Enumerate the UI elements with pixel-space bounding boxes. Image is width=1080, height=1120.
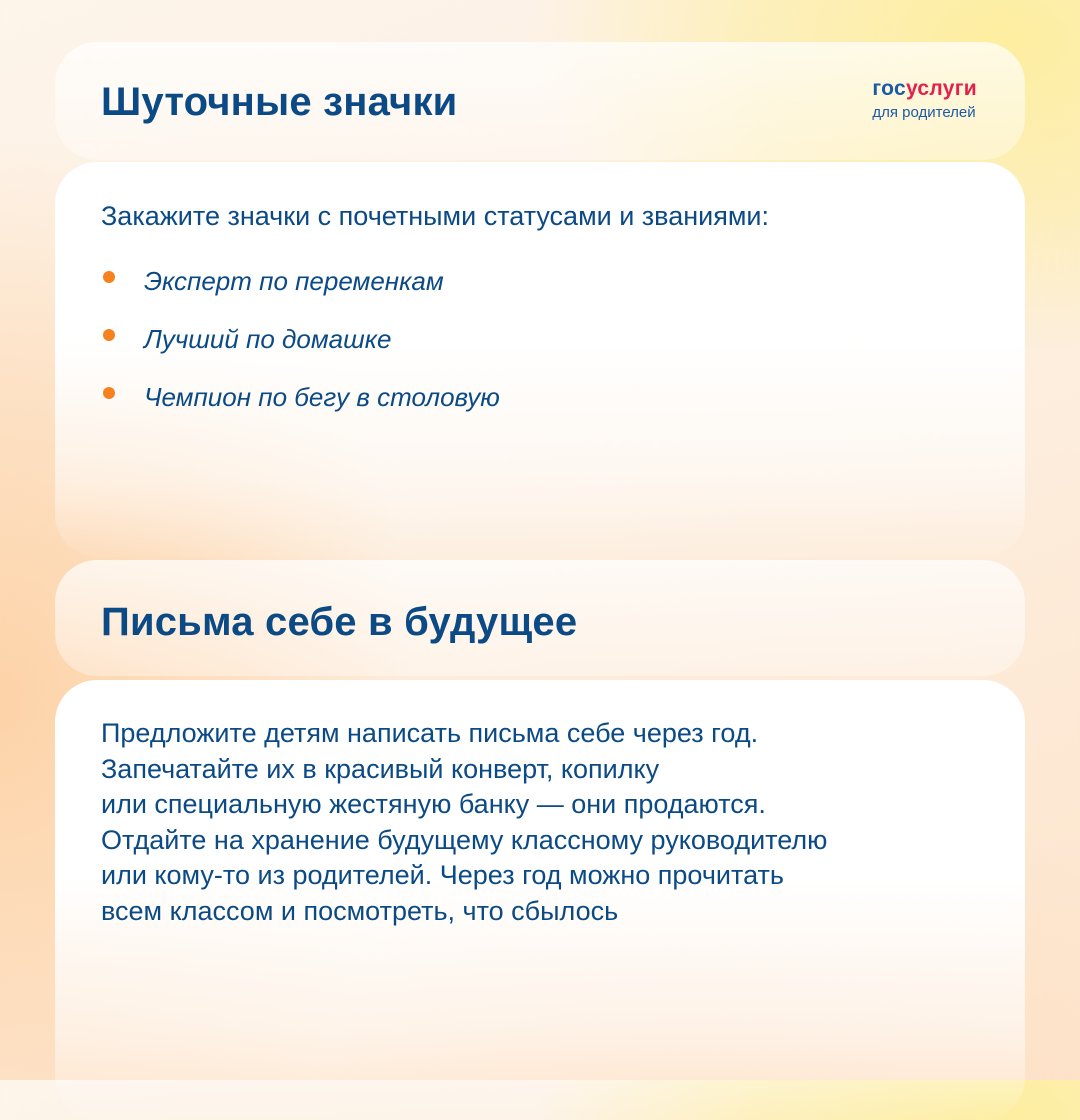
paragraph-line: Отдайте на хранение будущему классному руководителю bbox=[101, 824, 828, 855]
logo-part-gos: гос bbox=[872, 77, 906, 100]
bullet-dot-icon bbox=[103, 271, 115, 283]
list-item bbox=[101, 312, 500, 370]
section1-body-card bbox=[55, 162, 1025, 557]
list-item bbox=[101, 254, 500, 312]
section2-body-card bbox=[55, 680, 1025, 1120]
bullet-dot-icon bbox=[103, 387, 115, 399]
section2-title: Письма себе в будущее bbox=[101, 600, 578, 644]
list-item-text: Лучший по домашке bbox=[144, 323, 392, 354]
list-item-text: Чемпион по бегу в столовую bbox=[144, 381, 500, 412]
paragraph-line: Предложите детям написать письма себе через год. bbox=[101, 718, 759, 748]
paragraph-line: или специальную жестяную банку — они продаются. bbox=[101, 789, 766, 819]
gosuslugi-logo bbox=[872, 78, 977, 123]
section1-intro: Закажите значки с почетными статусами и званиями: bbox=[101, 201, 769, 231]
logo-part-uslugi: услуги bbox=[905, 77, 977, 100]
logo-subtitle: для родителей bbox=[872, 104, 976, 121]
bullet-dot-icon bbox=[103, 329, 115, 341]
paragraph-line: всем классом и посмотреть, что сбылось bbox=[101, 895, 619, 926]
section1-header-card bbox=[55, 42, 1025, 160]
list-item bbox=[101, 370, 500, 428]
badge-list bbox=[101, 254, 500, 428]
section2-header-card bbox=[55, 560, 1025, 676]
logo-wordmark bbox=[872, 78, 977, 100]
list-item-text: Эксперт по переменкам bbox=[144, 265, 444, 296]
section2-paragraph bbox=[101, 716, 985, 929]
paragraph-line: или кому-то из родителей. Через год можно прочитать bbox=[101, 860, 784, 890]
paragraph-line: Запечатайте их в красивый конверт, копилку bbox=[101, 753, 660, 784]
section1-title: Шуточные значки bbox=[101, 80, 458, 124]
